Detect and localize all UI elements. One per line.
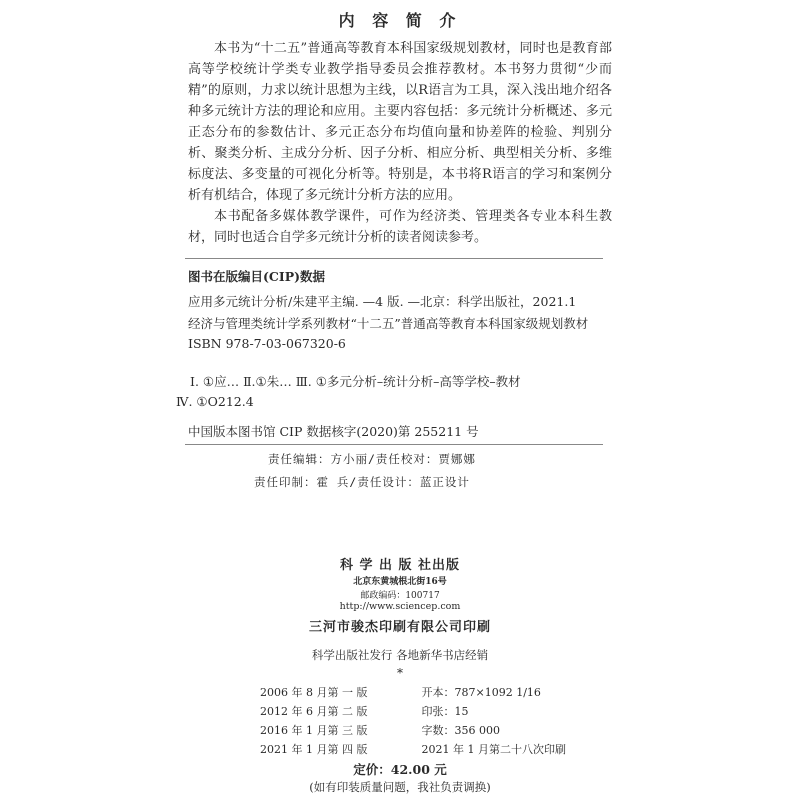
edition-detail: 开本：787×1092 1/16 [421, 686, 541, 699]
edition-date: 2012 年 6 月第 二 版 [260, 705, 368, 718]
publisher-website: http://www.sciencep.com [339, 601, 461, 612]
cip-isbn: ISBN 978-7-03-067320-6 [188, 336, 346, 351]
cip-classification-2: Ⅳ. ①O212.4 [176, 394, 254, 409]
cip-heading: 图书在版编目(CIP)数据 [188, 269, 326, 284]
edition-detail: 字数：356 000 [421, 724, 500, 737]
edition-row [260, 684, 541, 700]
publisher-name: 科 学 出 版 社出版 [339, 558, 461, 573]
cip-record-number: 中国版本图书馆 CIP 数据核字(2020)第 255211 号 [188, 424, 479, 439]
cip-title-line: 应用多元统计分析/朱建平主编. —4 版. —北京：科学出版社，2021.1 [188, 294, 577, 309]
edition-detail: 印张：15 [421, 705, 469, 718]
publisher-postcode: 邮政编码：100717 [360, 591, 440, 601]
edition-detail: 2021 年 1 月第二十八次印刷 [421, 743, 566, 756]
cip-series-line: 经济与管理类统计学系列教材“十二五”普通高等教育本科国家级规划教材 [188, 316, 589, 331]
summary-paragraph-2: 本书配备多媒体教学课件，可作为经济类、管理类各专业本科生教材，同时也适合自学多元统计分析的读者阅读参考。 [188, 209, 612, 245]
quality-notice: (如有印装质量问题，我社负责调换) [309, 780, 491, 794]
edition-date: 2016 年 1 月第 三 版 [260, 724, 368, 737]
divider-bottom [185, 444, 603, 445]
publisher-address: 北京东黄城根北街16号 [353, 577, 447, 587]
divider-top [185, 258, 603, 259]
printer-name: 三河市骏杰印刷有限公司印刷 [308, 620, 491, 635]
separator-star: * [397, 666, 403, 680]
summary-text [188, 38, 612, 248]
edition-date: 2021 年 1 月第 四 版 [260, 743, 368, 756]
edition-row [260, 703, 469, 719]
credits-production: 责任印制：霍 兵/责任设计：蓝正设计 [254, 475, 470, 489]
distribution-line: 科学出版社发行 各地新华书店经销 [311, 648, 489, 662]
edition-date: 2006 年 8 月第 一 版 [260, 686, 368, 699]
page-title: 内 容 简 介 [338, 11, 462, 30]
summary-paragraph-1: 本书为“十二五”普通高等教育本科国家级规划教材，同时也是教育部高等学校统计学类专业教学指导委员会推荐教材。本书努力贯彻“少而精”的原则，力求以统计思想为主线，以R语言为工具，深入浅出地介绍各种多元统计方法的理论和应用。主要内容包括：多元统计分析概述、多元正态分布的参数估计、多元正态分布均值向量和协差阵的检验、判别分析、聚类分析、主成分分析、因子分析、相应分析、典型相关分析、多维标度法、多变量的可视化分析等。特别是，本书将R语言的学习和案例分析有机结合，体现了多元统计分析方法的应用。 [188, 41, 612, 203]
edition-row [260, 722, 500, 738]
cip-classification-1: Ⅰ. ①应… Ⅱ.①朱… Ⅲ. ①多元分析–统计分析–高等学校–教材 [190, 374, 521, 389]
edition-row [260, 741, 566, 757]
credits-editors: 责任编辑：方小丽/责任校对：贾娜娜 [268, 452, 476, 466]
price: 定价：42.00 元 [353, 762, 447, 777]
